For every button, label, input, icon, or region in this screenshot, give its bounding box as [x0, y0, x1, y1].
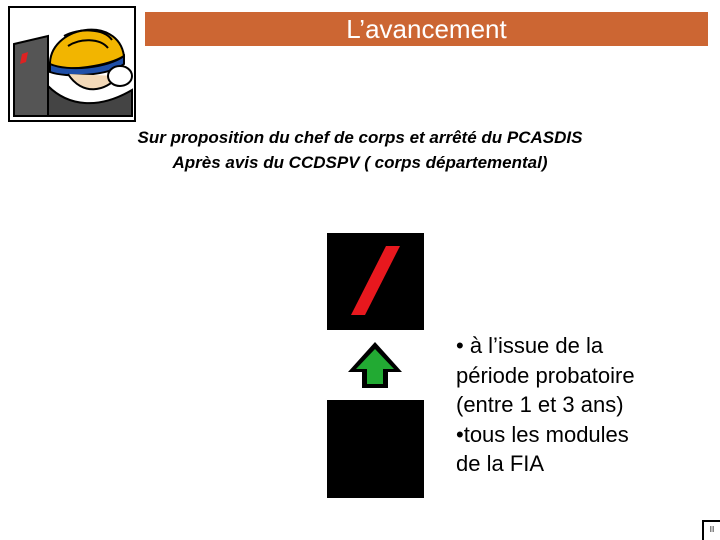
condition-line-1: • à l’issue de la: [456, 333, 604, 358]
page-corner-mark: II: [702, 520, 720, 540]
page-title: L’avancement: [145, 12, 708, 46]
intro-line-1: Sur proposition du chef de corps et arrêté du PCASDIS: [137, 128, 583, 147]
condition-line-4: •tous les modules: [456, 421, 629, 447]
up-arrow-icon: [346, 340, 404, 390]
rank-insignia-lower: [327, 400, 424, 498]
condition-line-5: de la FIA: [456, 451, 545, 476]
condition-line-2: période probatoire: [456, 362, 635, 388]
red-stripe-icon: [327, 233, 424, 330]
condition-line-3: (entre 1 et 3 ans): [456, 392, 624, 417]
rank-insignia-upper: [327, 233, 424, 330]
firefighter-helmet-icon: [8, 6, 136, 122]
intro-line-2: Après avis du CCDSPV ( corps départemental): [172, 153, 548, 172]
conditions-list: [456, 331, 635, 479]
